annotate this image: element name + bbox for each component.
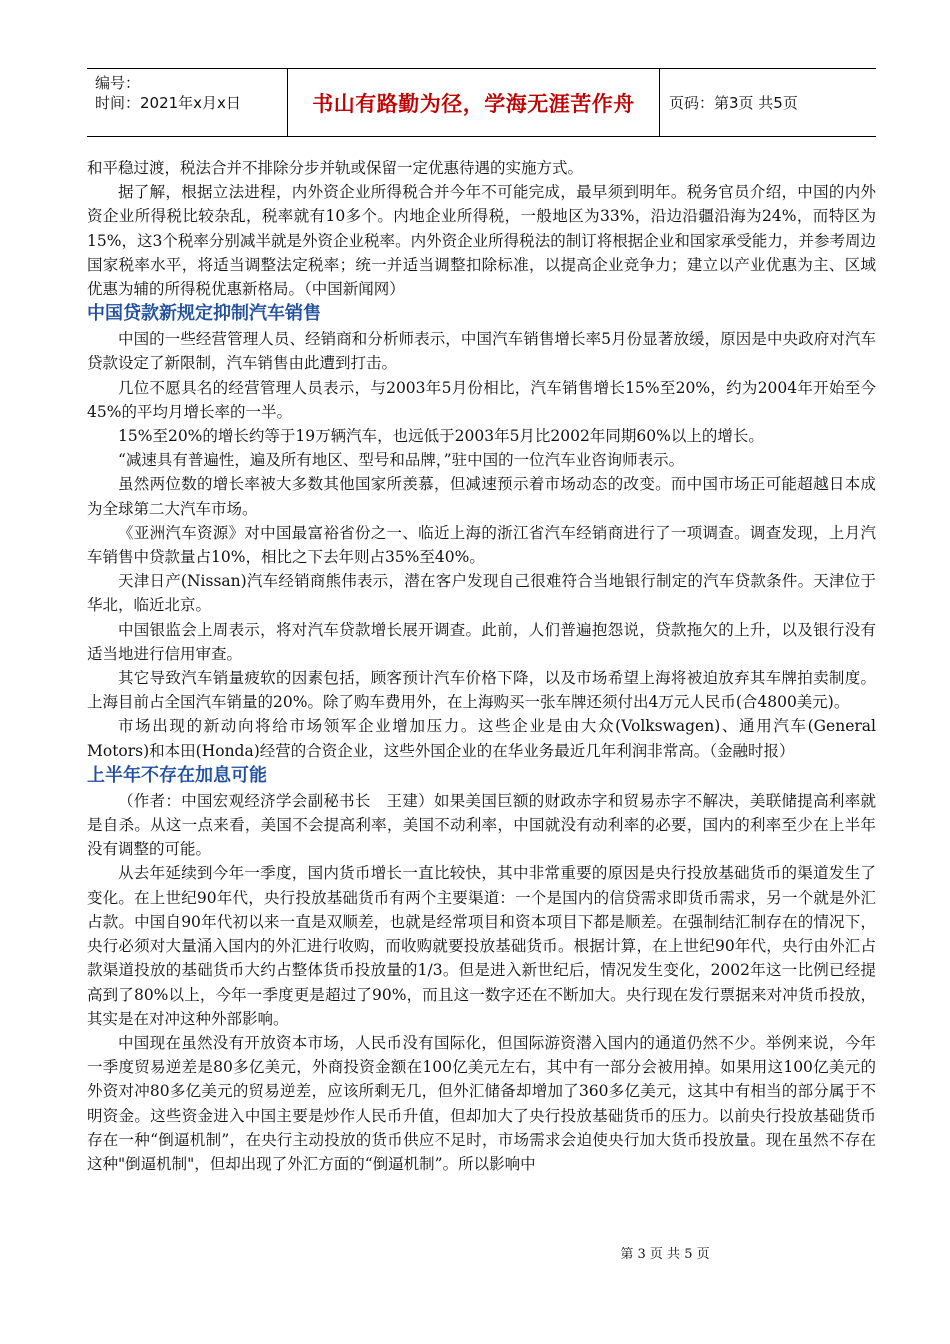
section-heading: 中国贷款新规定抑制汽车销售 <box>87 303 321 325</box>
header-motto: 书山有路勤为径，学海无涯苦作舟 <box>312 91 635 116</box>
header-divider <box>659 69 660 136</box>
header-meta <box>95 73 285 113</box>
page-footer: 第 3 页 共 5 页 <box>620 1247 710 1262</box>
paragraph: 天津日产(Nissan)汽车经销商熊伟表示，潜在客户发现自己很难符合当地银行制定的汽车贷款条件。天津位于华北，临近北京。 <box>87 572 876 615</box>
document-time-label: 时间：2021年x月x日 <box>95 94 241 112</box>
paragraph: 据了解，根据立法进程，内外资企业所得税合并今年不可能完成，最早须到明年。税务官员介绍，中国的内外资企业所得税比较杂乱，税率就有10多个。内地企业所得税，一般地区为33%，沿边沿疆沿海为24%，而特区为15%，这3个税率分别减半就是外资企业税率。内外资企业所得税法的制订将根据企业和国家承受能力，并参考周边国家税率水平，将适当调整法定税率；统一并适当调整扣除标准，以提高企业竞争力；建立以产业优惠为主、区域优惠为辅的所得税优惠新格局。（中国新闻网） <box>87 183 876 299</box>
paragraph: 几位不愿具名的经营管理人员表示，与2003年5月份相比，汽车销售增长15%至20%，约为2004年开始至今45%的平均月增长率的一半。 <box>87 378 876 421</box>
page-header <box>87 68 876 137</box>
document-number-label: 编号： <box>95 74 141 92</box>
paragraph: 虽然两位数的增长率被大多数其他国家所羡慕，但减速预示着市场动态的改变。而中国市场正可能超越日本成为全球第二大汽车市场。 <box>87 475 876 518</box>
paragraph: 其它导致汽车销量疲软的因素包括，顾客预计汽车价格下降，以及市场希望上海将被迫放弃其车牌拍卖制度。上海目前占全国汽车销量的20%。除了购车费用外，在上海购买一张车牌还须付出4万元人民币(合4800美元)。 <box>87 669 876 712</box>
paragraph: 中国现在虽然没有开放资本市场，人民币没有国际化，但国际游资潜入国内的通道仍然不少。举例来说，今年一季度贸易逆差是80多亿美元，外商投资金额在100亿美元左右，其中有一部分会被用掉。如果用这100亿美元的外资对冲80多亿美元的贸易逆差，应该所剩无几，但外汇储备却增加了360多亿美元，这其中有相当的部分属于不明资金。这些资金进入中国主要是炒作人民币升值，但却加大了央行投放基础货币的压力。以前央行投放基础货币存在一种“倒逼机制”，在央行主动投放的货币供应不足时，市场需求会迫使央行加大货币投放量。现在虽然不存在这种"倒逼机制"，但却出现了外汇方面的“倒逼机制”。所以影响中 <box>87 1033 876 1173</box>
document-body <box>87 156 876 1176</box>
paragraph: 15%至20%的增长约等于19万辆汽车，也远低于2003年5月比2002年同期60%以上的增长。 <box>118 427 764 446</box>
paragraph: 和平稳过渡，税法合并不排除分步并轨或保留一定优惠待遇的实施方式。 <box>87 159 584 177</box>
paragraph: 《亚洲汽车资源》对中国最富裕省份之一、临近上海的浙江省汽车经销商进行了一项调查。调查发现，上月汽车销售中贷款量占10%，相比之下去年则占35%至40%。 <box>87 523 876 567</box>
header-page-info: 页码：第3页 共5页 <box>669 94 798 112</box>
paragraph: 中国的一些经营管理人员、经销商和分析师表示，中国汽车销售增长率5月份显著放缓，原因是中央政府对汽车贷款设定了新限制，汽车销售由此遭到打击。 <box>87 330 876 373</box>
paragraph: “减速具有普遍性，遍及所有地区、型号和品牌，”驻中国的一位汽车业咨询师表示。 <box>118 451 685 470</box>
paragraph: 市场出现的新动向将给市场领军企业增加压力。这些企业是由大众(Volkswagen)、通用汽车(General Motors)和本田(Honda)经营的合资企业，这些外国企业的在华业务最近几年利润非常高。（金融时报） <box>87 717 876 760</box>
section-heading: 上半年不存在加息可能 <box>87 764 267 786</box>
paragraph: 从去年延续到今年一季度，国内货币增长一直比较快，其中非常重要的原因是央行投放基础货币的渠道发生了变化。在上世纪90年代，央行投放基础货币有两个主要渠道：一个是国内的信贷需求即货币需求，另一个就是外汇占款。中国自90年代初以来一直是双顺差，也就是经常项目和资本项目下都是顺差。在强制结汇制存在的情况下，央行必须对大量涌入国内的外汇进行收购，而收购就要投放基础货币。根据计算，在上世纪90年代，央行由外汇占款渠道投放的基础货币大约占整体货币投放量的1/3。但是进入新世纪后，情况发生变化，2002年这一比例已经提高到了80%以上，今年一季度更是超过了90%，而且这一数字还在不断加大。央行现在发行票据来对冲货币投放，其实是在对冲这种外部影响。 <box>87 864 876 1028</box>
paragraph: 中国银监会上周表示，将对汽车贷款增长展开调查。此前，人们普遍抱怨说，贷款拖欠的上升，以及银行没有适当地进行信用审查。 <box>87 620 876 663</box>
paragraph: （作者：中国宏观经济学会副秘书长 王建）如果美国巨额的财政赤字和贸易赤字不解决，美联储提高利率就是自杀。从这一点来看，美国不会提高利率，美国不动利率，中国就没有动利率的必要，国内的利率至少在上半年没有调整的可能。 <box>87 791 876 859</box>
